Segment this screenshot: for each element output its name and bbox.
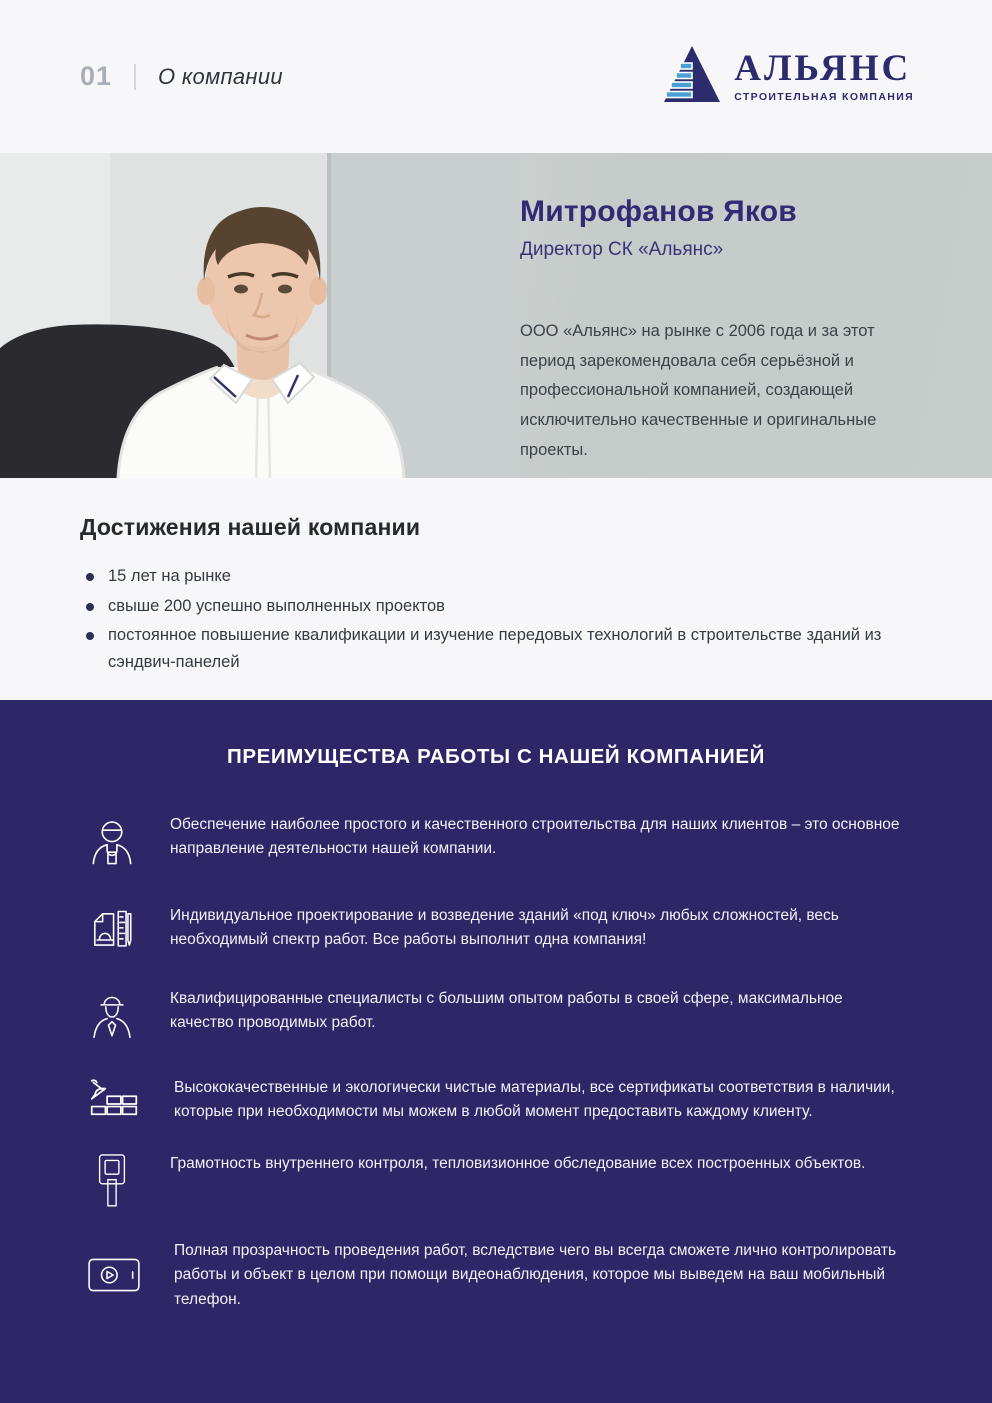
logo-tagline: СТРОИТЕЛЬНАЯ КОМПАНИЯ <box>734 91 914 103</box>
advantage-text: Индивидуальное проектирование и возведение зданий «под ключ» любых сложностей, весь необходимый спектр работ. Все работы выполнит одна компания! <box>170 907 839 949</box>
bullet-icon <box>86 632 94 640</box>
achievement-item: 15 лет на рынке <box>80 563 912 590</box>
advantage-text: Грамотность внутреннего контроля, тепловизионное обследование всех построенных объектов. <box>170 1154 866 1172</box>
advantage-text: Квалифицированные специалисты с большим опытом работы в своей сфере, максимальное качество проводимых работ. <box>170 990 843 1032</box>
achievement-item: постоянное повышение квалификации и изучение передовых технологий в строительстве зданий из сэндвич-панелей <box>80 622 912 675</box>
company-logo <box>658 43 914 110</box>
bullet-icon <box>86 603 94 611</box>
page-number: 01 <box>80 61 113 91</box>
director-name: Митрофанов Яков <box>520 195 797 228</box>
director-role: Директор СК «Альянс» <box>520 239 724 260</box>
blueprint-tools-icon <box>86 902 138 960</box>
advantage-row <box>86 1150 906 1212</box>
company-description: ООО «Альянс» на рынке с 2006 года и за этот период зарекомендовала себя серьёзной и профессиональной компанией, создающей исключительно качественные и оригинальные проекты. <box>520 322 877 459</box>
advantage-row <box>86 1074 906 1125</box>
advantage-text: Высококачественные и экологически чистые материалы, все сертификаты соответствия в наличии, которые при необходимости мы можем в любой момент предоставить каждому клиенту. <box>174 1079 895 1121</box>
advantages-section <box>0 700 992 1403</box>
engineer-icon <box>86 985 138 1049</box>
advantage-row <box>86 985 906 1049</box>
header-divider <box>134 64 136 90</box>
thermal-camera-icon <box>86 1150 138 1212</box>
advantage-row <box>86 902 906 960</box>
header <box>0 0 992 153</box>
logo-text: АЛЬЯНС <box>734 48 912 89</box>
advantage-text: Полная прозрачность проведения работ, вследствие чего вы всегда сможете лично контролировать работы и объект в целом при помощи видеонаблюдения, которое мы выведем на ваш мобильный телефон. <box>174 1241 897 1308</box>
advantages-title: ПРЕИМУЩЕСТВА РАБОТЫ С НАШЕЙ КОМПАНИЕЙ <box>227 745 765 768</box>
bullet-icon <box>86 573 94 581</box>
advantage-row <box>86 811 906 877</box>
director-photo <box>0 153 520 478</box>
phone-video-icon <box>86 1256 142 1294</box>
bricks-trowel-icon <box>86 1074 142 1125</box>
achievements-section <box>0 478 992 676</box>
hero-section <box>0 153 992 478</box>
advantage-text: Обеспечение наиболее простого и качественного строительства для наших клиентов – это основное направление деятельности нашей компании. <box>170 816 900 858</box>
achievements-list <box>80 563 912 676</box>
achievements-title: Достижения нашей компании <box>80 514 421 540</box>
worker-icon <box>86 811 138 877</box>
advantage-row <box>86 1237 906 1312</box>
achievement-item: свыше 200 успешно выполненных проектов <box>80 593 912 620</box>
section-title: О компании <box>158 63 283 89</box>
pyramid-icon <box>658 43 722 110</box>
